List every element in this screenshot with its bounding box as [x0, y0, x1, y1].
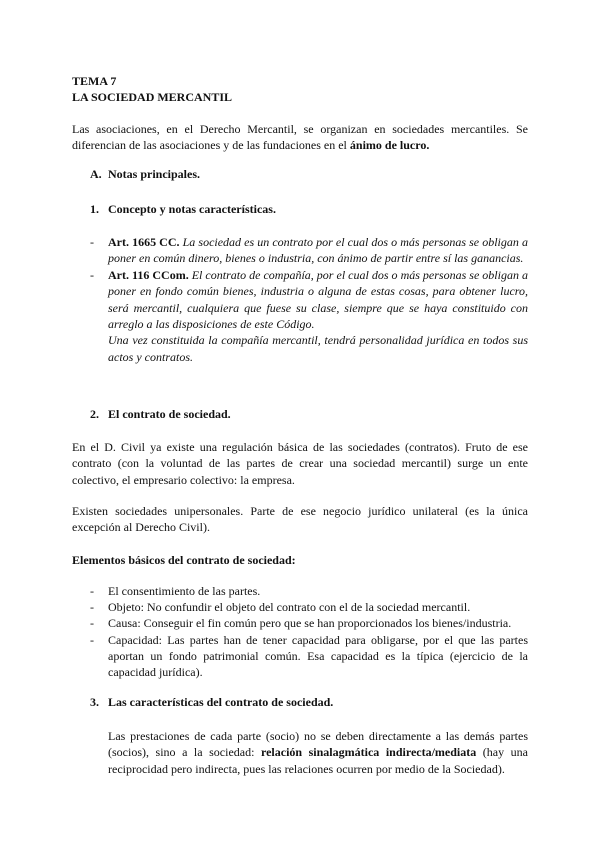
section-a-label: Notas principales. [108, 167, 201, 181]
intro-bold: ánimo de lucro. [349, 138, 430, 153]
list-item [90, 632, 528, 681]
section-3-marker: 3. [90, 695, 99, 709]
paragraph-d-civil: En el D. Civil ya existe una regulación básica de las sociedades (contratos). Fruto de ese contrato (con la voluntad de las partes de crear una sociedad mercantil) surge un ente colectivo, el empresario colectivo: la empresa. [72, 440, 528, 487]
list-item-text: El consentimiento de las partes. [108, 584, 261, 598]
title-line-2: LA SOCIEDAD MERCANTIL [72, 90, 233, 104]
prestaciones-after: (hay una reciprocidad pero indirecta, pues las relaciones ocurren por medio de la Sociedad). [108, 745, 528, 776]
article-item [90, 267, 528, 365]
list-dash: - [90, 267, 94, 282]
section-a-heading [90, 167, 200, 182]
section-3-label: Las características del contrato de sociedad. [108, 695, 334, 709]
list-item [90, 615, 528, 631]
title-line-1: TEMA 7 [72, 74, 117, 88]
list-item [90, 599, 528, 615]
articles-list [90, 234, 528, 365]
elements-list [90, 583, 528, 680]
section-a-marker: A. [90, 167, 102, 181]
article-text: La sociedad es un contrato por el cual dos o más personas se obligan a poner en común dinero, bienes o industria, con ánimo de partir entre sí las ganancias. [108, 235, 528, 266]
paragraph-unipersonales: Existen sociedades unipersonales. Parte de ese negocio jurídico unilateral (es la única excepción al Derecho Civil). [72, 504, 528, 535]
section-2-heading [90, 407, 231, 422]
list-item [90, 583, 528, 599]
list-dash: - [90, 584, 94, 598]
list-dash: - [90, 235, 94, 249]
section-1-marker: 1. [90, 202, 99, 216]
section-2-label: El contrato de sociedad. [108, 407, 231, 421]
list-dash: - [90, 616, 94, 631]
section-2-marker: 2. [90, 407, 99, 421]
article-lead: Art. 116 CCom. [108, 267, 189, 282]
section-3-heading [90, 695, 333, 710]
article-extra: Una vez constituida la compañía mercantil, tendrá personalidad jurídica en todos sus actos y contratos. [108, 333, 528, 364]
prestaciones-bold: relación sinalagmática indirecta/mediata [260, 745, 477, 760]
article-text: El contrato de compañía, por el cual dos o más personas se obligan a poner en fondo común bienes, industria o alguna de estas cosas, para obtener lucro, será mercantil, cualquiera que fuese su clase, siempre que se haya constituido con arreglo a las disposiciones de este Código. [108, 267, 528, 332]
paragraph-prestaciones [108, 728, 528, 777]
list-item-text: Objeto: No confundir el objeto del contrato con el de la sociedad mercantil. [108, 600, 471, 615]
list-item-text: Capacidad: Las partes han de tener capacidad para obligarse, por el que las partes aportan un fondo patrimonial común. Esa capacidad es la típica (ejercicio de la capacidad jurídica). [108, 632, 528, 680]
article-item [90, 234, 528, 267]
intro-paragraph [72, 121, 528, 154]
intro-text: Las asociaciones, en el Derecho Mercantil, se organizan en sociedades mercantiles. Se diferencian de las asociaciones y de las fundaciones en el [72, 122, 528, 153]
article-lead: Art. 1665 CC. [108, 235, 180, 249]
elements-heading: Elementos básicos del contrato de sociedad: [72, 553, 296, 567]
page-title [72, 73, 528, 105]
section-1-heading [90, 202, 276, 217]
list-item-text: Causa: Conseguir el fin común pero que se han proporcionados los bienes/industria. [108, 616, 512, 631]
section-1-label: Concepto y notas características. [108, 202, 276, 216]
list-dash: - [90, 632, 94, 647]
list-dash: - [90, 600, 94, 615]
prestaciones-text: Las prestaciones de cada parte (socio) no se deben directamente a las demás partes (socios), sino a la sociedad: [108, 729, 528, 760]
